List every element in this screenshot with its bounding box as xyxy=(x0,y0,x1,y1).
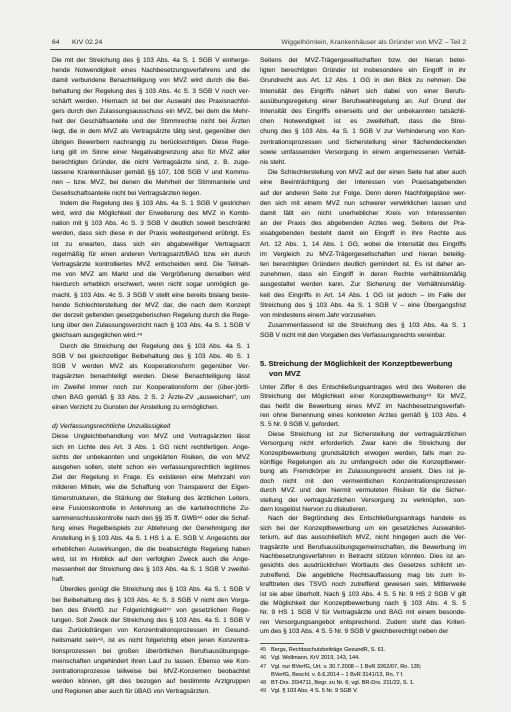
text-line: sich bei der Konzeptbewerbung um ein gesetzliches Auswahlkri- xyxy=(260,524,466,532)
text-line: Zusammenfassend ist die Streichung des § 103 Abs. 4a S. 1 xyxy=(268,322,466,330)
text-line: SGB V bei gleichzeitiger Beibehaltung des § 103 Abs. 4b S. 1 xyxy=(52,352,250,360)
text-line: lassene Krankenhäuser gemäß §§ 107, 108 SGB V und Kommu- xyxy=(52,169,250,177)
text-line: heitsmarkt sein⁴⁸, ist es nicht folgerichtig eben jenen Konzentra- xyxy=(52,637,250,645)
text-line: Durch die Streichung der Regelung des § 103 Abs. 4a S. 1 xyxy=(60,342,250,350)
text-line: von mindestens einem Jahr vorzusehen. xyxy=(260,312,377,320)
text-line: hende Notwendigkeit eines Nachbesetzungsverfahrens und die xyxy=(52,67,250,75)
footnote xyxy=(260,654,466,662)
text-line: gesichts des ausdrücklichen Wortlauts des Gesetzes schlicht un- xyxy=(260,562,466,570)
text-line: gleichsam ausgeglichen wird.⁴⁵ xyxy=(52,332,143,340)
text-line: eine Fusionskontrolle in Anlehnung an die kartellrechtliche Zu- xyxy=(52,504,250,512)
text-line: Konzeptbewerbung grundsätzlich erwogen werden, falls man zu- xyxy=(260,449,466,457)
text-line: ben des BVerfG zur Folgerichtigkeit⁴⁷ von gesetzlichen Rege- xyxy=(52,606,250,614)
header-rule xyxy=(50,49,468,50)
text-line: 5. Streichung der Möglichkeit der Konzeptbewerbung xyxy=(260,358,453,368)
text-line: im Zweifel immer noch zur Kooperationsform der (über-)örtli- xyxy=(52,383,250,391)
text-line: messenheit der Streichung des § 103 Abs. 4a S. 1 SGB V zweifel- xyxy=(52,565,250,573)
text-line: und Regionen aber auch für üBAG von Vertragsärzten. xyxy=(52,688,210,696)
footnote-text xyxy=(271,646,466,654)
text-line: durch MVZ und den hiermit vermuteten Risiken für die Sicher- xyxy=(260,487,466,495)
text-line: behaltung der Regelung des § 103 Abs. 4c S. 3 SGB V noch ver- xyxy=(52,87,250,95)
footnote-text xyxy=(271,687,466,695)
text-line: hende Schlechterstellung der MVZ dar, die nach dem Konzept xyxy=(52,301,250,309)
text-line: nation mit § 103 Abs. 4c S. 3 SGB V deutlich soweit beschränkt xyxy=(52,220,250,228)
text-line: das heißt die Bewerbung eines MVZ im Nachbesetzungsverfah- xyxy=(260,402,466,410)
text-line: ausübungsregelung einer Berufswahlregelung an. Auf Grund der xyxy=(260,97,466,105)
footnote xyxy=(260,646,466,654)
text-line: Intensität des Eingriffs einerseits und der unbekannten tatsächli- xyxy=(260,108,466,116)
text-line: werden können, gilt dies bezogen auf bestimmte Arztgruppen xyxy=(52,678,250,686)
text-line: chen Notwendigkeit ist es zweifelhaft, dass die Strei- xyxy=(260,118,466,126)
text-line: fung eines Regelbeispiels zur Ablehnung der Genehmigung der xyxy=(52,525,250,533)
text-line: Diese Streichung ist zur Sicherstellung der vertragsärztlichen xyxy=(268,430,466,438)
running-title: Wiggelhörnlein, Krankenhäuser als Gründer von MVZ – Teil 2 xyxy=(281,39,466,46)
text-line: bei Beibehaltung des § 103 Abs. 4c S. 3 SGB V nicht den Vorga- xyxy=(52,596,250,604)
text-line: an der Praxis des abgebenden Arztes weg. Seitens der Pra- xyxy=(260,220,466,228)
text-line: tümerstrukturen, die Stärkung der Stellung des ärztlichen Leiters, xyxy=(52,494,250,502)
text-line: Gesellschaftsanteile nicht bei Vertragsärzten liegen. xyxy=(52,189,202,197)
text-line: nis steht. xyxy=(260,159,287,167)
left-text-column xyxy=(52,56,250,698)
text-line: die Möglichkeit der Konzeptbewerbung nach § 103 Abs. 4 S. 5 xyxy=(260,600,466,608)
text-line: sichts der unbekannten und ungeklärten Risiken, die von MVZ xyxy=(52,453,250,461)
text-line: haft. xyxy=(52,576,65,584)
text-line: gers durch den Zulassungsausschuss ein MVZ, bei dem die Mehr- xyxy=(52,108,250,116)
text-line: ten berechtigten Gründern deutlich gemindert ist. Es ist daher an- xyxy=(260,261,466,269)
text-line: ist sie aber überholt. Nach § 103 Abs. 4 S. 5 Nr. 9 HS 2 SGB V gilt xyxy=(260,590,466,598)
text-line: liegt, die in dem MVZ als Vertragsärzte tätig sind, gegenüber den xyxy=(52,128,250,136)
footnote-text xyxy=(271,654,466,662)
text-line: BT-Drs. 20/4711, Begr. zu Nr. 6; vgl. BR-Drs. 211/22, S. 1. xyxy=(271,680,415,687)
footnotes xyxy=(260,646,466,696)
text-line: Versorgung nicht erforderlich. Zwar kann die Streichung der xyxy=(260,440,466,448)
text-line: Die Schlechterstellung von MVZ auf der einen Seite hat aber auch xyxy=(268,169,466,177)
text-line: sowie umfassenden Versorgung in einem angemessenen Verhält- xyxy=(260,148,466,156)
paragraph xyxy=(260,321,466,341)
text-line: ren Versorgungsangebot entsprechend. Zudem steht das Kriteri- xyxy=(260,618,466,626)
text-line: künftige Regelungen als zu umfangreich oder die Konzeptbewer- xyxy=(260,458,466,466)
section-heading xyxy=(52,422,250,432)
text-line: BVerfG, Beschl. v. 6.6.2014 – 1 BvR 3141/13, Rn. 7 f. xyxy=(271,671,404,678)
page-number: 64 xyxy=(52,39,60,46)
text-line: erheblichen Auswirkungen, die die beabsichtigte Regelung haben xyxy=(52,545,250,553)
text-line: lung über den Zulassungsverzicht nach § 103 Abs. 4a S. 1 SGB V xyxy=(52,322,250,330)
text-line: schärft werden. Hiernach ist bei der Auswahl des Praxisnachfol- xyxy=(52,97,250,105)
paragraph xyxy=(52,342,250,413)
text-line: Bergs, Rechtsschutzbeiträge GesundR, S. 61. xyxy=(271,647,386,653)
text-line: macht. § 103 Abs. 4c S. 3 SGB V stellt eine bereits bislang beste- xyxy=(52,291,250,299)
text-line: werden, dass sich diese in der Praxis weitestgehend erübrigt. Es xyxy=(52,230,250,238)
text-line: tragsärzten benachteiligt werden. Diese Benachteiligung lässt xyxy=(52,373,250,381)
text-line: Vgl. § 103 Abs. 4 S. 5 Nr. 9 SGB V. xyxy=(271,688,358,695)
text-line: Vgl. Wollmann, KrV 2019, 143, 144. xyxy=(271,655,360,662)
footnote xyxy=(260,687,466,695)
text-line: damit verbundene Benachteiligung von MVZ wird durch die Bei- xyxy=(52,77,250,85)
text-line: lung gilt im Sinne einer Negativabgrenzung also für MVZ aller xyxy=(52,148,250,156)
text-line: Ziel der Regelung in Frage. Es existieren eine Mehrzahl von xyxy=(52,474,250,482)
text-line: ausgestaltet werden kann. Zur Sicherung der Verhältnismäßig- xyxy=(260,281,466,289)
text-line: SGB V nicht mit den Vorgaben des Verfassungsrechts vereinbar. xyxy=(260,332,447,340)
footnote-number: 45 xyxy=(260,647,267,653)
text-line: milderen Mitteln, wie die Schaffung von Transparenz der Eigen- xyxy=(52,484,250,492)
text-line: berechtigten Gründer, die nicht Vertragsärzte sind, z. B. zuge- xyxy=(52,159,250,167)
text-line: übrigen Bewerbern nachrangig zu berücksichtigen. Diese Rege- xyxy=(52,138,250,146)
right-text-column xyxy=(260,56,466,637)
text-line: der derzeit geltenden gesetzgeberischen Regelung durch die Rege- xyxy=(52,312,250,320)
text-line: zentrationsprozessen und Sicherstellung einer flächendeckenden xyxy=(260,138,466,146)
text-line: tragsärzte und Berufsausübungsgemeinschaften, die Bewerbung im xyxy=(260,543,466,551)
text-line: Seitens der MVZ-Trägergesellschaften bzw. der hieran betei- xyxy=(260,57,466,64)
text-line: sich im Lichte des Art. 3 Abs. 1 GG nicht rechtfertigen. Ange- xyxy=(52,443,250,451)
text-line: regelmäßig für einen anderen Vertragsarzt/BAG bzw. ein durch xyxy=(52,250,250,258)
section-heading xyxy=(260,359,466,379)
paragraph xyxy=(52,585,250,697)
text-line: me von MVZ am Markt und die Vergrößerung derselben wird xyxy=(52,271,250,279)
text-line: meinschaften ungehindert ihren Lauf zu lassen. Ebenso wie Kon- xyxy=(52,657,250,665)
text-line: Nr. 9 HS 1 SGB V für Vertragsärzte und BAG mit einem besonde- xyxy=(260,609,466,617)
text-line: einen Verzicht zu Gunsten der Anstellung zu ermöglichen. xyxy=(52,403,219,411)
footnote-number: 46 xyxy=(260,655,267,662)
text-line: d) Verfassungsrechtliche Unzulässigkeit xyxy=(52,423,171,431)
text-line: Nach der Begründung des Entschließungsantrags handele es xyxy=(268,515,466,523)
text-line: Überdies genügt die Streichung des § 103 Abs. 4a S. 1 SGB V xyxy=(60,586,250,594)
text-line: zunehmen, dass ein Eingriff in deren Rechte verhältnismäßig xyxy=(260,271,466,279)
running-header xyxy=(52,38,466,48)
paragraph xyxy=(260,56,466,168)
text-line: heit der Geschäftsanteile und der Stimmrechte nicht bei Ärzten xyxy=(52,118,250,126)
text-line: sammenschlusskontrolle nach den §§ 35 ff. GWB⁴⁶ oder die Schaf- xyxy=(52,514,250,522)
text-line: Streichung des § 103 Abs. 4a S. 1 SGB V – eine Übergangsfrist xyxy=(260,301,466,309)
text-line: Die mit der Streichung des § 103 Abs. 4a S. 1 SGB V einherge- xyxy=(52,57,250,64)
text-line: von MVZ xyxy=(269,368,301,378)
footnote xyxy=(260,663,466,680)
paragraph xyxy=(260,430,466,515)
text-line: bung als Fremdkörper im Zulassungsrecht ansieht. Dies ist je- xyxy=(260,468,466,476)
text-line: stellung der vertragsärztlichen Versorgung zu verknüpfen, son- xyxy=(260,496,466,504)
text-line: den sich mit einem MVZ nun schwerer verwirklichen lassen und xyxy=(260,199,466,207)
paragraph xyxy=(52,432,250,585)
text-line: S. 5 Nr. 9 SGB V, gefordert. xyxy=(260,421,340,429)
text-line: Unter Ziffer 6 des Entschließungsantrages wird des Weiteren die xyxy=(260,383,466,391)
text-line: ren ohne Benennung eines konkreten Arztes gemäß § 103 Abs. 4 xyxy=(260,411,466,419)
text-line: ist zu erwarten, dass sich ein abgabewilliger Vertragsarzt xyxy=(52,240,250,248)
text-line: Intensität des Eingriffs nähert sich dabei von einer Berufs- xyxy=(260,87,466,95)
text-line: xisabgebenden besteht damit ein Eingriff in ihre Rechte aus xyxy=(260,230,466,238)
text-line: tionsprozessen bei großen überörtlichen Berufsausübungsge- xyxy=(52,647,250,655)
text-line: keit des Eingriffs in Art. 14 Abs. 1 GG ist jedoch – im Falle der xyxy=(260,291,466,299)
text-line: damit fällt ein nicht unerheblicher Kreis von Interessenten xyxy=(260,210,466,218)
paragraph xyxy=(52,199,250,342)
text-line: chung des § 103 Abs. 4a S. 1 SGB V zur Verhinderung von Kon- xyxy=(260,128,466,136)
text-line: hierdurch erheblich erschwert, wenn nicht sogar unmöglich ge- xyxy=(52,281,250,289)
footnote-rule xyxy=(260,643,304,644)
text-line: doch nicht mit den vermeintlichen Konzentrationsprozessen xyxy=(260,477,466,485)
text-line: SGB V werden MVZ als Kooperationsform gegenüber Ver- xyxy=(52,363,250,371)
text-line: Vertragsärzte kontrolliertes MVZ entscheiden wird. Die Teilnah- xyxy=(52,261,250,269)
text-line: krafttreten des TSVG noch zutreffend gewesen sein. Mittlerweile xyxy=(260,581,466,589)
text-line: wird, wird die Möglichkeit der Erweiterung des MVZ in Kombi- xyxy=(52,210,250,218)
text-line: ausgehen sollen, steht schon ein verfassungsrechtlich legitimes xyxy=(52,463,250,471)
paragraph xyxy=(260,514,466,636)
footnote xyxy=(260,679,466,687)
text-line: auf der anderen Seite zur Folge. Denn deren Nachfolgepläne wer- xyxy=(260,189,466,197)
text-line: das Zurückdrängen von Konzentrationsprozessen im Gesund- xyxy=(52,627,250,635)
text-line: zentrationsprozesse teilweise bei MVZ-Konzernen beobachtet xyxy=(52,667,250,675)
text-line: eine Beeinträchtigung der Interessen von Praxisabgebenden xyxy=(260,179,466,187)
text-line: Grundrecht aus Art. 12 Abs. 1 GG in den Blick zu nehmen. Die xyxy=(260,77,466,85)
journal-issue: KrV 02.24 xyxy=(72,39,103,46)
paragraph xyxy=(260,168,466,321)
text-line: wird, ist im Hinblick auf den verfolgten Zweck auch die Ange- xyxy=(52,555,250,563)
text-line: Indem die Regelung des § 103 Abs. 4a S. 1 SGB V gestrichen xyxy=(60,199,250,207)
text-line: Vgl. nur BVerfG, Urt. v. 30.7.2008 – 1 BvR 3262/07, Rn. 135; xyxy=(271,663,422,670)
footnote-text xyxy=(271,679,466,687)
footnote-text xyxy=(271,663,466,680)
text-line: zutreffend. Die angebliche Rechtsauffassung mag bis zum In- xyxy=(260,571,466,579)
text-line: chen BAG gemäß § 33 Abs. 2 S. 2 Ärzte-ZV „ausweichen“, um xyxy=(52,393,250,401)
text-line: Anstellung in § 103 Abs. 4a S. 1 HS 1 a. E. SGB V. Angesichts der xyxy=(52,535,250,543)
text-line: nen – bzw. MVZ, bei denen die Mehrheit der Stimmanteile und xyxy=(52,179,250,187)
footnote-number: 49 xyxy=(260,688,267,695)
paragraph xyxy=(260,383,466,430)
text-line: lungen. Soll Zweck der Streichung des § 103 Abs. 4a S. 1 SGB V xyxy=(52,616,250,624)
paragraph xyxy=(52,56,250,199)
text-line: ligten berechtigten Gründer ist insbesondere ein Eingriff in ihr xyxy=(260,67,466,75)
text-line: terium, auf das ausschließlich MVZ, nicht hingegen auch die Ver- xyxy=(260,534,466,542)
text-line: Streichung der Möglichkeit einer Konzeptbewerbung⁴⁹ für MVZ, xyxy=(260,393,466,401)
footnote-number: 48 xyxy=(260,680,267,687)
text-line: um des § 103 Abs. 4 S. 5 Nr. 9 SGB V gleichberechtigt neben der xyxy=(260,628,449,636)
text-line: im Vergleich zu MVZ-Trägergesellschaften und hieran beteilig- xyxy=(260,250,466,258)
text-line: dern losgelöst hiervon zu diskutieren. xyxy=(260,505,368,513)
text-line: Art. 12 Abs. 1, 14 Abs. 1 GG, wobei die Intensität des Eingriffs xyxy=(260,240,466,248)
footnote-number: 47 xyxy=(260,663,267,670)
text-line: Nachbesetzungsverfahren in Betracht stützen könnten. Dies ist an- xyxy=(260,553,466,560)
text-line: Diese Ungleichbehandlung von MVZ und Vertragsärzten lässt xyxy=(52,433,250,441)
